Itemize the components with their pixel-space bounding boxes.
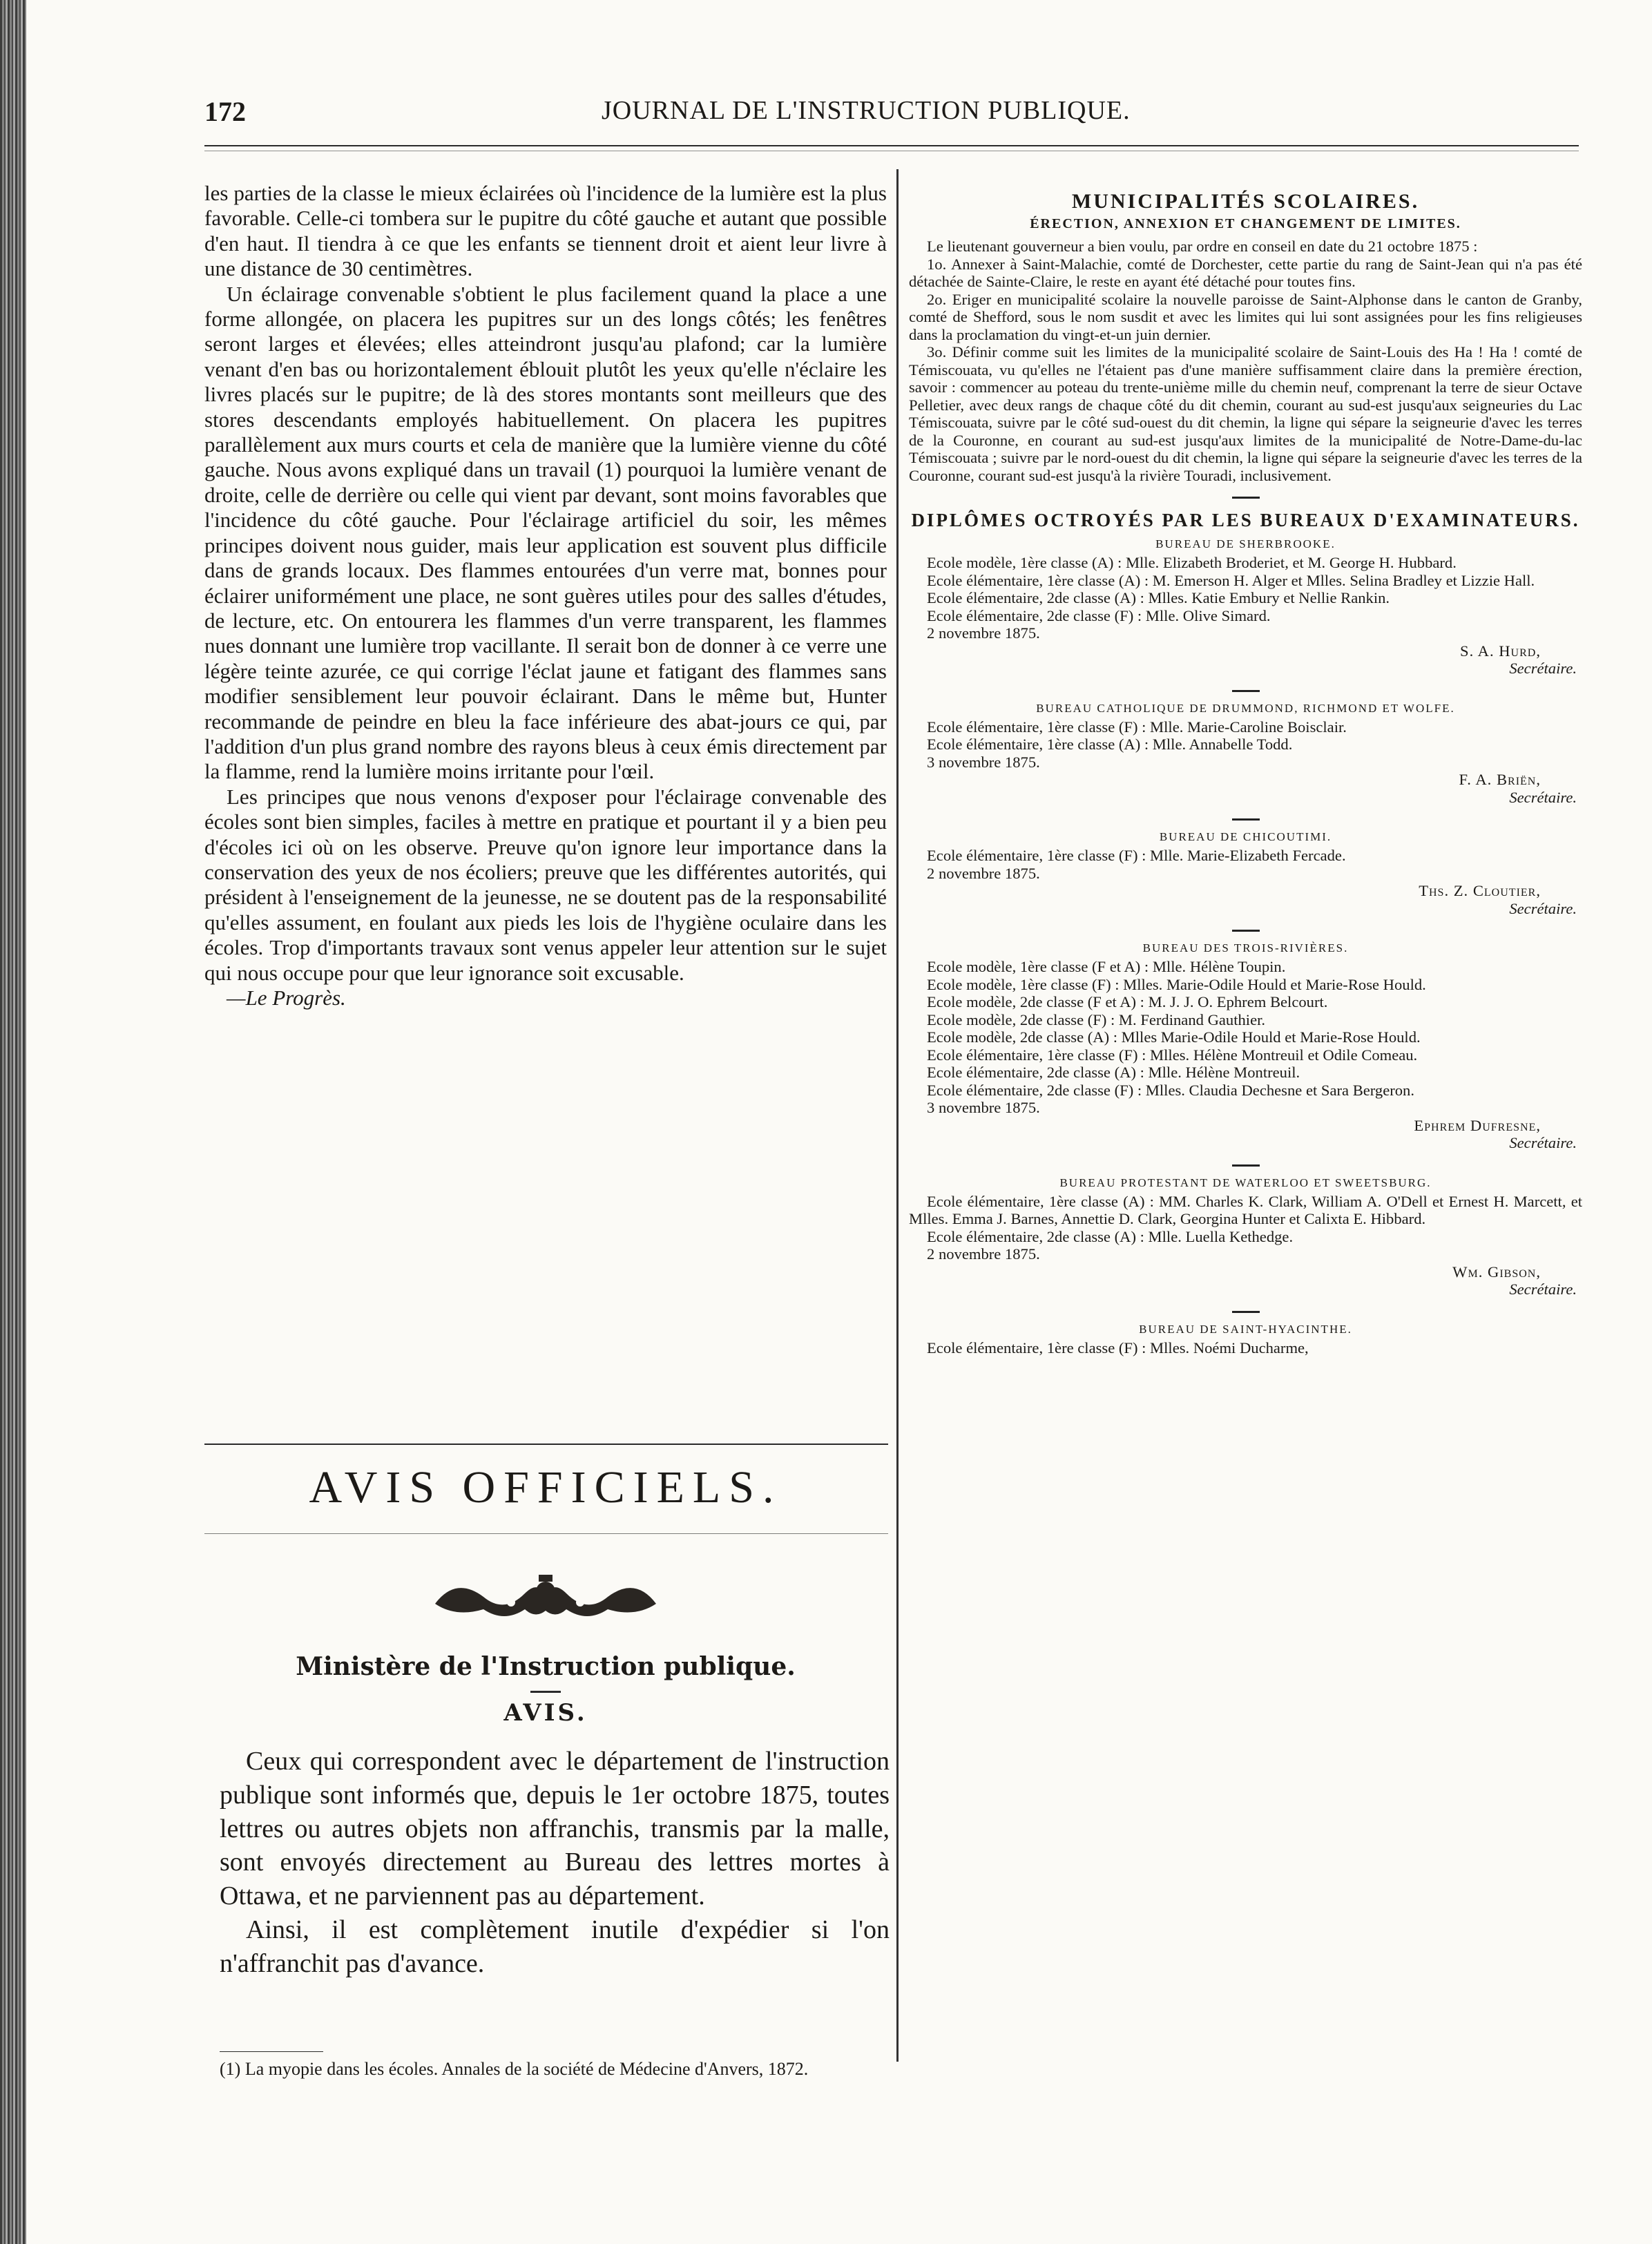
bureau-name: BUREAU DE CHICOUTIMI. xyxy=(1159,830,1332,843)
short-rule xyxy=(1232,1164,1260,1167)
diplomes-title: DIPLÔMES OCTROYÉS PAR LES BUREAUX D'EXAMINATEURS. xyxy=(911,510,1580,530)
bureau-signer: Ths. Z. Cloutier, xyxy=(1419,882,1541,899)
bureau-signer: Ephrem Dufresne, xyxy=(1414,1116,1541,1134)
right-column xyxy=(909,190,1582,1356)
avis-notice xyxy=(220,1745,890,1981)
bureau-block xyxy=(909,1176,1582,1298)
diploma-entry: Ecole élémentaire, 1ère classe (A) : Mlle. Annabelle Todd. xyxy=(927,736,1293,753)
bureau-name: BUREAU CATHOLIQUE DE DRUMMOND, RICHMOND ET WOLFE. xyxy=(1036,701,1455,715)
short-rule xyxy=(530,1691,561,1693)
diploma-entry: Ecole modèle, 2de classe (F) : M. Ferdinand Gauthier. xyxy=(927,1010,1266,1028)
diploma-entry: Ecole élémentaire, 1ère classe (F) : Mlle. Marie-Caroline Boisclair. xyxy=(927,718,1347,736)
bureau-signer: S. A. Hurd, xyxy=(1460,642,1541,660)
article-paragraph: les parties de la classe le mieux éclairées où l'incidence de la lumière est la plus favorable. Celle-ci tombera sur le pupitre du côté gauche et autant que possible d'en haut. Il tiendra à ce que les enfants se tiennent droit et aient leur livre à une distance de 30 centimètres. xyxy=(204,181,887,281)
short-rule xyxy=(1232,818,1260,821)
footnote: (1) La myopie dans les écoles. Annales de la société de Médecine d'Anvers, 1872. xyxy=(220,2059,809,2079)
bureau-date: 3 novembre 1875. xyxy=(927,1099,1040,1116)
diploma-entry: Ecole élémentaire, 2de classe (F) : Mlle. Olive Simard. xyxy=(927,606,1271,624)
bureau-signer: F. A. Briën, xyxy=(1459,771,1541,788)
short-rule xyxy=(1232,497,1260,499)
bureau-block xyxy=(909,537,1582,678)
notice-paragraph: Ceux qui correspondent avec le département de l'instruction publique sont informés que, depuis le 1er octobre 1875, toutes lettres ou autres objets non affranchis, transmis par la malle, sont envoyés directement au Bureau des lettres mortes à Ottawa, et ne parviennent pas au département. xyxy=(220,1747,890,1911)
diploma-entry: Ecole élémentaire, 2de classe (A) : Mlle. Hélène Montreuil. xyxy=(927,1064,1300,1081)
bureau-name: BUREAU DES TROIS-RIVIÈRES. xyxy=(1142,941,1349,955)
diploma-entry: Ecole élémentaire, 1ère classe (F) : Mlles. Hélène Montreuil et Odile Comeau. xyxy=(927,1046,1418,1064)
article-paragraph: Un éclairage convenable s'obtient le plus facilement quand la place a une forme allongée, on placera les pupitres sur un des longs côtés; les fenêtres seront larges et élevées; elles atteindront jusqu'au plafond; car la lumière venant d'en bas ou horizontalement éblouit plutôt les yeux qu'elle n'éclaire les livres placés sur le pupitre; de là des stores montants sont meilleurs que des stores descendants employés habituellement. On placera les pupitres parallèlement aux murs courts et cela de manière que la lumière vienne du côté gauche. Nous avons expliqué dans un travail (1) pourquoi la lumière venant de droite, celle de derrière ou celle qui vient par devant, sont moins favorables que l'incidence du côté gauche. Pour l'éclairage artificiel du soir, les mêmes principes doivent nous guider, mais leur application est souvent plus difficile dans de grands locaux. Des flammes entourées d'un verre mat, bonnes pour éclairer uniformément une place, ne sont guères utiles pour des salles d'études, de lecture, etc. On entourera les flammes d'un verre transparent, les flammes nues donnant une lumière trop vacillante. Il serait bon de donner à ce verre une légère teinte azurée, ce qui corrige l'éclat jaune et fatigant des flammes sans modifier sensiblement leur pouvoir éclairant. Dans le même but, Hunter recommande de peindre en bleu la face inférieure des abat-jours ce qui, par l'addition d'un plus grand nombre des rayons bleus à ceux émis directement par la flamme, rend la lumière moins irritante pour l'œil. xyxy=(204,281,887,784)
bureau-role: Secrétaire. xyxy=(1509,660,1577,677)
bureau-role: Secrétaire. xyxy=(1509,1281,1577,1298)
municipalites-subtitle: ÉRECTION, ANNEXION ET CHANGEMENT DE LIMITES. xyxy=(1030,216,1461,231)
diploma-entry: Ecole modèle, 1ère classe (A) : Mlle. Elizabeth Broderiet, et M. George H. Hubbard. xyxy=(927,554,1457,571)
section-rule xyxy=(204,1533,888,1534)
bureau-role: Secrétaire. xyxy=(1509,899,1577,917)
bureau-signer: Wm. Gibson, xyxy=(1452,1263,1541,1281)
diploma-entry: Ecole modèle, 1ère classe (F) : Mlles. Marie-Odile Hould et Marie-Rose Hould. xyxy=(927,975,1426,993)
bureau-block xyxy=(909,830,1582,917)
municipalites-paragraph: Le lieutenant gouverneur a bien voulu, par ordre en conseil en date du 21 octobre 1875 : xyxy=(927,238,1478,255)
ministry-heading: Ministère de l'Instruction publique. xyxy=(296,1652,796,1681)
article-paragraph: Les principes que nous venons d'exposer pour l'éclairage convenable des écoles sont bien simples, faciles à mettre en pratique et pourtant il y a bien peu d'écoles ici où on les observe. Preuve qu'on ignore leur importance dans la conservation des yeux de nos écoliers; preuve que les différentes autorités, qui président à l'enseignement de la jeunesse, ne se doutent pas de la responsabilité qu'elles assument, en foulant aux pieds les lois de l'hygiène oculaire dans les écoles. Trop d'importants travaux sont venus appeler leur attention sur le sujet qui nous occupe pour que leur ignorance soit excusable. xyxy=(204,784,887,985)
bureau-block xyxy=(909,941,1582,1152)
bureau-date: 3 novembre 1875. xyxy=(927,753,1040,771)
bureau-block xyxy=(909,1323,1582,1357)
diploma-entry: Ecole élémentaire, 1ère classe (F) : Mlles. Noémi Ducharme, xyxy=(927,1339,1309,1356)
avis-officiels-title: AVIS OFFICIELS. xyxy=(309,1462,782,1513)
diploma-entry: Ecole élémentaire, 2de classe (F) : Mlles. Claudia Dechesne et Sara Bergeron. xyxy=(927,1081,1414,1099)
diploma-entry: Ecole modèle, 2de classe (F et A) : M. J. J. O. Ephrem Belcourt. xyxy=(927,993,1328,1010)
diploma-entry: Ecole élémentaire, 1ère classe (F) : Mlle. Marie-Elizabeth Fercade. xyxy=(927,847,1346,864)
bureau-role: Secrétaire. xyxy=(1509,1134,1577,1151)
diploma-entry: Ecole élémentaire, 2de classe (A) : Mlle. Luella Kethedge. xyxy=(927,1227,1294,1245)
column-divider xyxy=(896,169,899,2062)
diploma-entry: Ecole élémentaire, 1ère classe (A) : M. Emerson H. Alger et Mlles. Selina Bradley et Lizzie Hall. xyxy=(927,571,1535,589)
footnote-rule xyxy=(220,2051,323,2052)
short-rule xyxy=(1232,930,1260,932)
diploma-entry: Ecole élémentaire, 1ère classe (A) : MM. Charles K. Clark, William A. O'Dell et Ernest H. Marcett, et Mlles. Emma J. Barnes, Annettie D. Clark, Georgina Hunter et Calixta E. Hibbard. xyxy=(909,1192,1582,1227)
bureau-name: BUREAU DE SAINT-HYACINTHE. xyxy=(1139,1322,1352,1336)
running-title: JOURNAL DE L'INSTRUCTION PUBLIQUE. xyxy=(602,96,1131,125)
article-source: —Le Progrès. xyxy=(227,986,346,1010)
header-rule xyxy=(204,145,1579,146)
short-rule xyxy=(1232,1311,1260,1313)
diploma-entry: Ecole modèle, 1ère classe (F et A) : Mlle. Hélène Toupin. xyxy=(927,958,1286,975)
diploma-entry: Ecole modèle, 2de classe (A) : Mlles Marie-Odile Hould et Marie-Rose Hould. xyxy=(927,1028,1421,1046)
bureau-role: Secrétaire. xyxy=(1509,788,1577,806)
bureau-date: 2 novembre 1875. xyxy=(927,624,1040,642)
short-rule xyxy=(1232,690,1260,692)
article-continuation xyxy=(204,181,887,1010)
bureau-date: 2 novembre 1875. xyxy=(927,1245,1040,1263)
page-number: 172 xyxy=(204,96,246,127)
bureau-date: 2 novembre 1875. xyxy=(927,864,1040,882)
section-rule xyxy=(204,1444,888,1445)
bureau-name: BUREAU DE SHERBROOKE. xyxy=(1155,537,1336,550)
decorative-ornament-icon xyxy=(428,1569,663,1624)
diploma-entry: Ecole élémentaire, 2de classe (A) : Mlles. Katie Embury et Nellie Rankin. xyxy=(927,589,1390,606)
page-header xyxy=(204,95,1572,137)
municipalites-paragraph: 1o. Annexer à Saint-Malachie, comté de Dorchester, cette partie du rang de Saint-Jean qui n'a pas été détachée de Sainte-Claire, le reste en ayant été détaché pour toutes fins. xyxy=(909,255,1582,290)
municipalites-paragraph: 3o. Définir comme suit les limites de la municipalité scolaire de Saint-Louis des Ha ! Ha ! comté de Témiscouata, vu qu'elles ne l'étaient pas d'une manière suffisamment claire dans la première érection, savoir : commencer au poteau du trente-unième mille du chemin neuf, comprenant la terre de sieur Octave Pelletier, avec deux rangs de chaque côté du dit chemin, courant au sud-est jusqu'aux seigneuries du Lac Témiscouata, suivre par le côté sud-ouest du dit chemin, la ligne qui sépare la seigneurie d'avec les terres de la Couronne, en courant au sud-est jusqu'aux limites de la municipalité de Notre-Dame-du-lac Témiscouata ; suivre par le nord-ouest du dit chemin, la ligne qui sépare la seigneurie d'avec les terres de la Couronne, courant sud-est jusqu'à la rivière Touradi, inclusivement. xyxy=(909,343,1582,484)
scan-binding-edge xyxy=(0,0,26,2244)
bureau-block xyxy=(909,702,1582,807)
notice-paragraph: Ainsi, il est complètement inutile d'expédier si l'on n'affranchit pas d'avance. xyxy=(220,1915,890,1978)
municipalites-paragraph: 2o. Eriger en municipalité scolaire la nouvelle paroisse de Saint-Alphonse dans le canton de Granby, comté de Shefford, sous le nom susdit et avec les limites qui lui sont assignées pour les fins religieuses dans la proclamation du vingt-et-un juin dernier. xyxy=(909,290,1582,343)
avis-subtitle: AVIS. xyxy=(503,1699,588,1727)
bureau-name: BUREAU PROTESTANT DE WATERLOO ET SWEETSBURG. xyxy=(1059,1176,1432,1189)
municipalites-title: MUNICIPALITÉS SCOLAIRES. xyxy=(1071,190,1420,213)
